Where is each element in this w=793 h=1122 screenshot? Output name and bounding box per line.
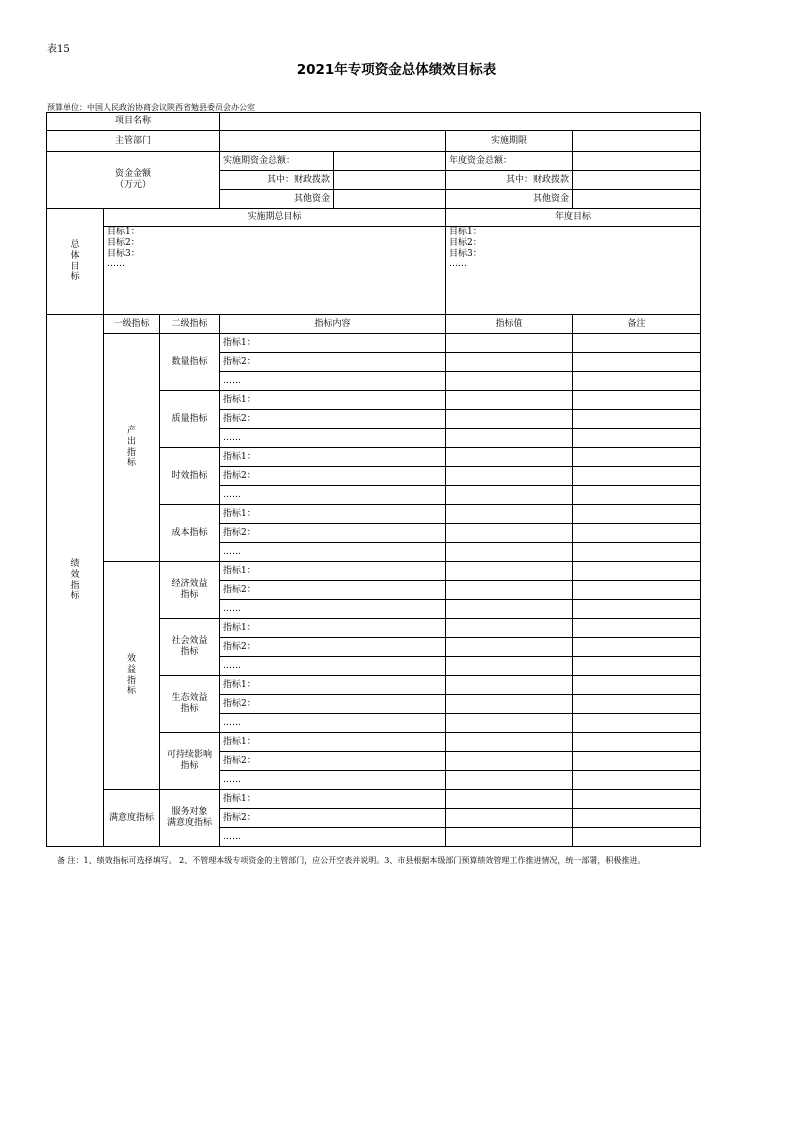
level2-quantity: 数量指标 — [160, 334, 220, 391]
col-header-level2: 二级指标 — [160, 315, 220, 334]
indicator-item: 指标2： — [220, 752, 446, 771]
goal-line: …… — [107, 259, 125, 270]
indicator-item: 指标2： — [220, 581, 446, 600]
period-fiscal-value — [334, 171, 446, 190]
period-fiscal-label: 其中：财政拨款 — [220, 171, 334, 190]
goal-line: 目标3： — [449, 248, 482, 259]
goal-line: 目标1： — [449, 227, 482, 237]
annual-total-value — [573, 152, 701, 171]
table-number: 表15 — [47, 44, 70, 55]
indicator-item: …… — [220, 600, 446, 619]
indicator-item: 指标1： — [220, 505, 446, 524]
level2-social: 社会效益 指标 — [160, 619, 220, 676]
indicator-item: 指标2： — [220, 638, 446, 657]
indicator-item: 指标2： — [220, 467, 446, 486]
level2-quality: 质量指标 — [160, 391, 220, 448]
period-other-value — [334, 190, 446, 209]
period-goal-content — [104, 227, 446, 315]
indicator-item: …… — [220, 657, 446, 676]
overall-goal-label: 总 体 目 标 — [47, 209, 104, 315]
indicator-item: 指标1： — [220, 562, 446, 581]
page-title: 2021年专项资金总体绩效目标表 — [296, 62, 497, 78]
col-header-level1: 一级指标 — [104, 315, 160, 334]
level2-economic: 经济效益 指标 — [160, 562, 220, 619]
col-header-content: 指标内容 — [220, 315, 446, 334]
indicator-item: …… — [220, 429, 446, 448]
level2-service-satisfaction: 服务对象 满意度指标 — [160, 790, 220, 847]
level2-sustainable: 可持续影响 指标 — [160, 733, 220, 790]
col-header-value: 指标值 — [446, 315, 573, 334]
annual-fiscal-label: 其中：财政拨款 — [446, 171, 573, 190]
indicator-item: 指标2： — [220, 809, 446, 828]
goal-line: 目标3： — [107, 248, 140, 259]
indicator-item: 指标1： — [220, 448, 446, 467]
level2-cost: 成本指标 — [160, 505, 220, 562]
annual-goal-header: 年度目标 — [446, 209, 701, 227]
indicator-item: 指标1： — [220, 619, 446, 638]
indicator-item: …… — [220, 543, 446, 562]
indicator-item: …… — [220, 771, 446, 790]
goal-line: 目标2： — [449, 237, 482, 248]
goal-line: …… — [449, 259, 468, 270]
indicator-item: …… — [220, 486, 446, 505]
indicator-item: 指标2： — [220, 524, 446, 543]
funds-label: 资金金额 （万元） — [47, 152, 220, 209]
level1-benefit: 效 益 指 标 — [104, 562, 160, 790]
indicator-item: 指标1： — [220, 676, 446, 695]
indicator-item: 指标2： — [220, 695, 446, 714]
period-label: 实施期限 — [446, 131, 573, 152]
performance-indicator-label: 绩 效 指 标 — [47, 315, 104, 847]
dept-label: 主管部门 — [47, 131, 220, 152]
project-name-value — [220, 113, 701, 131]
level2-timeliness: 时效指标 — [160, 448, 220, 505]
period-total-value — [334, 152, 446, 171]
performance-goal-table — [46, 112, 701, 847]
period-value — [573, 131, 701, 152]
annual-fiscal-value — [573, 171, 701, 190]
indicator-item: …… — [220, 828, 446, 847]
indicator-item: 指标1： — [220, 334, 446, 353]
indicator-item: …… — [220, 372, 446, 391]
annual-total-label: 年度资金总额： — [446, 152, 573, 171]
level1-satisfaction: 满意度指标 — [104, 790, 160, 847]
dept-value — [220, 131, 446, 152]
period-total-label: 实施期资金总额： — [220, 152, 334, 171]
indicator-item: 指标1： — [220, 733, 446, 752]
footnote: 备 注：1、绩效指标可选择填写。 2、不管理本级专项资金的主管部门，应公开空表并说明。3、市县根据本级部门预算绩效管理工作推进情况，统一部署，积极推进。 — [57, 856, 646, 865]
indicator-item: 指标2： — [220, 353, 446, 372]
goal-line: 目标2： — [107, 237, 140, 248]
level2-ecological: 生态效益 指标 — [160, 676, 220, 733]
indicator-item: 指标2： — [220, 410, 446, 429]
period-other-label: 其他资金 — [220, 190, 334, 209]
goal-line: 目标1： — [107, 227, 140, 237]
level1-output: 产 出 指 标 — [104, 334, 160, 562]
indicator-item: 指标1： — [220, 790, 446, 809]
indicator-item: …… — [220, 714, 446, 733]
col-header-remark: 备注 — [573, 315, 701, 334]
budget-unit: 预算单位：中国人民政治协商会议陕西省勉县委员会办公室 — [47, 103, 255, 112]
indicator-item: 指标1： — [220, 391, 446, 410]
annual-other-label: 其他资金 — [446, 190, 573, 209]
annual-other-value — [573, 190, 701, 209]
annual-goal-content — [446, 227, 701, 315]
period-goal-header: 实施期总目标 — [104, 209, 446, 227]
project-name-label: 项目名称 — [47, 113, 220, 131]
